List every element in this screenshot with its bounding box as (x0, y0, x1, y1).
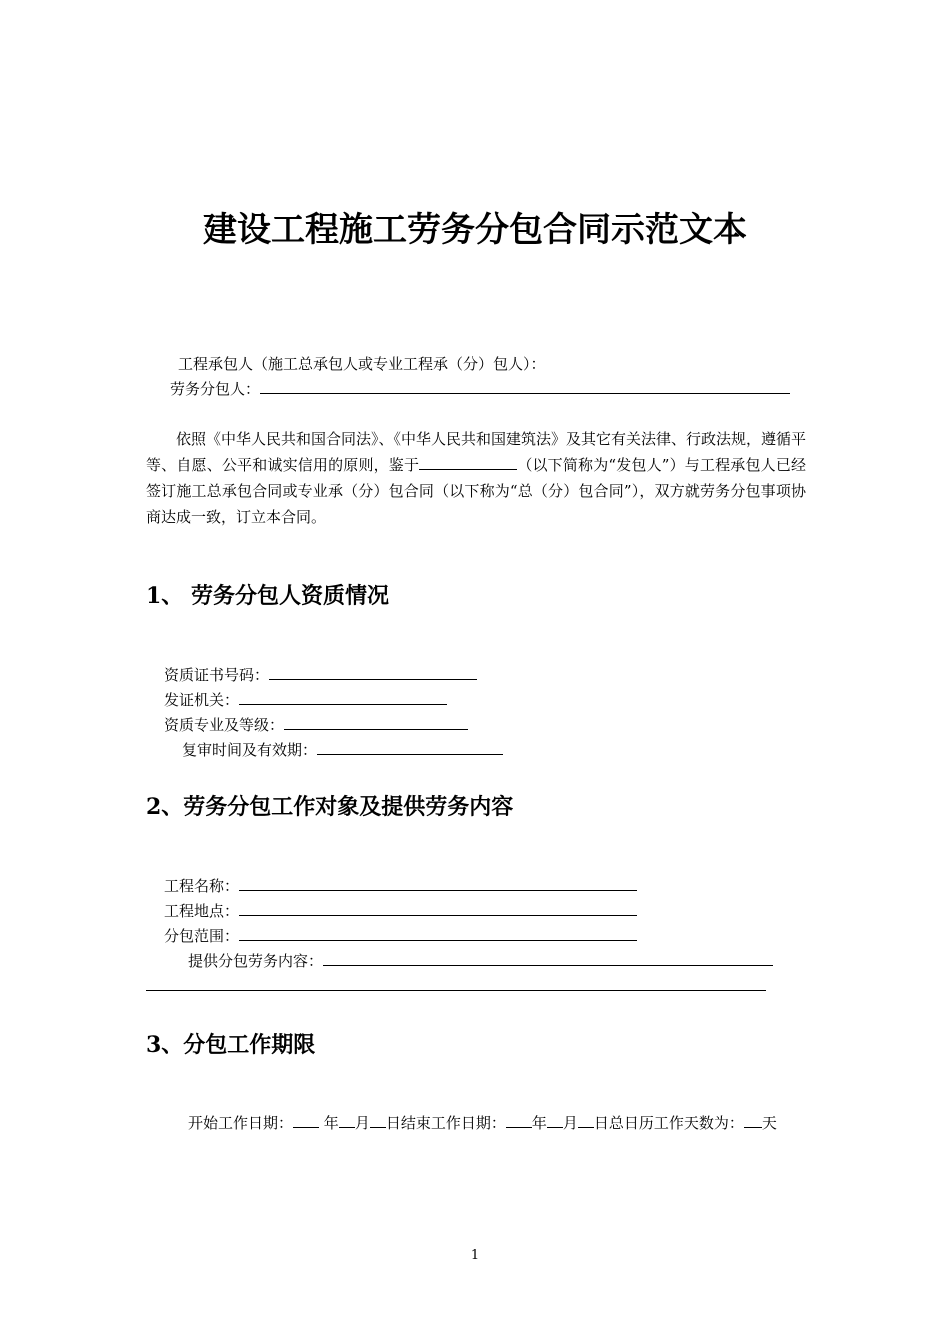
issuer-label: 发证机关： (164, 691, 240, 709)
review-line (182, 740, 503, 760)
labor-subcontractor-blank[interactable] (260, 379, 790, 394)
cert-number-label: 资质证书号码： (164, 666, 270, 684)
project-name-line (164, 876, 637, 896)
project-site-blank[interactable] (239, 901, 637, 916)
labor-content-line (188, 951, 773, 971)
scope-blank[interactable] (239, 926, 637, 941)
start-date-label: 开始工作日期： (188, 1114, 294, 1132)
section1-heading: 1、 劳务分包人资质情况 (146, 583, 389, 609)
project-name-blank[interactable] (239, 876, 637, 891)
labor-subcontractor-line (170, 379, 790, 399)
end-year-blank[interactable] (506, 1113, 532, 1128)
employer-blank[interactable] (419, 455, 517, 470)
review-label: 复审时间及有效期： (182, 741, 318, 759)
labor-content-blank-continuation[interactable] (146, 990, 766, 991)
end-month-blank[interactable] (547, 1113, 563, 1128)
contractor-label: 工程承包人（施工总承包人或专业工程承（分）包人）： (178, 355, 546, 373)
total-days-label: 日总日历工作天数为： (593, 1114, 744, 1132)
end-day-blank[interactable] (578, 1113, 594, 1128)
project-site-label: 工程地点： (164, 902, 240, 920)
labor-content-blank[interactable] (323, 951, 773, 966)
start-month-unit: 月 (354, 1114, 370, 1132)
start-month-blank[interactable] (339, 1113, 355, 1128)
start-year-blank[interactable] (293, 1113, 319, 1128)
end-month-unit: 月 (562, 1114, 578, 1132)
end-date-label: 日结束工作日期： (385, 1114, 506, 1132)
specialty-label: 资质专业及等级： (164, 716, 285, 734)
work-period-line (188, 1113, 777, 1133)
days-unit: 天 (761, 1114, 777, 1132)
intro-text-part2: （以下简称为“发包人”）与工程承包人已经签订施工总承包合同或专业承（分）包合同（以下称为“总（分）包合同”），双方就劳务分包事项协商达成一致，订立本合同。 (146, 456, 806, 526)
start-year-unit: 年 (323, 1114, 339, 1132)
project-name-label: 工程名称： (164, 877, 240, 895)
document-title: 建设工程施工劳务分包合同示范文本 (203, 210, 747, 250)
project-site-line (164, 901, 637, 921)
cert-number-blank[interactable] (269, 665, 477, 680)
specialty-line (164, 715, 468, 735)
intro-paragraph (146, 426, 806, 530)
labor-content-label: 提供分包劳务内容： (188, 952, 324, 970)
review-blank[interactable] (317, 740, 503, 755)
start-day-blank[interactable] (370, 1113, 386, 1128)
section3-heading: 3、分包工作期限 (146, 1032, 316, 1058)
total-days-blank[interactable] (744, 1113, 762, 1128)
cert-number-line (164, 665, 477, 685)
specialty-blank[interactable] (284, 715, 468, 730)
scope-label: 分包范围： (164, 927, 240, 945)
intro-text-part1: 依照《中华人民共和国合同法》、《中华人民共和国建筑法》及其它有关法律、行政法规，遵循平等、自愿、公平和诚实信用的原则，鉴于 (146, 430, 807, 474)
issuer-blank[interactable] (239, 690, 447, 705)
end-year-unit: 年 (531, 1114, 547, 1132)
labor-subcontractor-label: 劳务分包人： (170, 380, 261, 398)
section2-heading: 2、劳务分包工作对象及提供劳务内容 (146, 794, 514, 820)
page-number: 1 (470, 1248, 480, 1263)
scope-line (164, 926, 637, 946)
issuer-line (164, 690, 447, 710)
